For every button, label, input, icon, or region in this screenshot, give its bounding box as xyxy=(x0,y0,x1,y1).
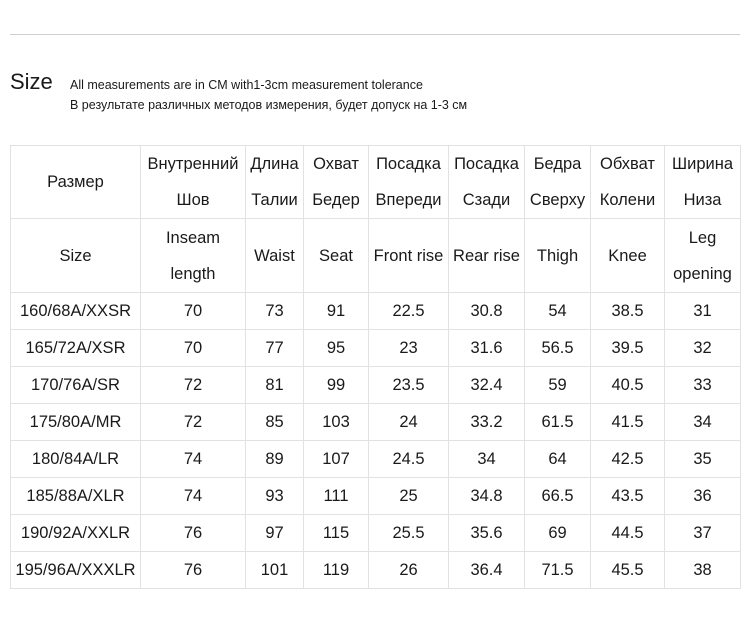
cell-front-rise xyxy=(369,441,449,478)
header-ru-rear-rise xyxy=(449,146,525,219)
cell-text: 35 xyxy=(693,450,712,468)
header-en-front-rise xyxy=(369,219,449,293)
cell-size xyxy=(11,330,141,367)
cell-size xyxy=(11,552,141,589)
cell-text: Посадка Сзади xyxy=(454,155,519,209)
cell-text: 39.5 xyxy=(611,339,644,357)
cell-text: 38.5 xyxy=(611,302,644,320)
cell-text: 43.5 xyxy=(611,487,644,505)
cell-inseam xyxy=(141,552,246,589)
cell-text: 99 xyxy=(326,376,346,394)
cell-text: 40.5 xyxy=(611,376,644,394)
page-title: Size xyxy=(10,69,53,94)
cell-inseam xyxy=(141,330,246,367)
header-en-knee xyxy=(591,219,665,293)
cell-knee xyxy=(591,330,665,367)
cell-text: Thigh xyxy=(536,246,579,265)
cell-waist xyxy=(246,404,304,441)
cell-text: Охват Бедер xyxy=(312,155,360,209)
cell-thigh xyxy=(525,441,591,478)
table-row xyxy=(11,552,741,589)
cell-text: 24 xyxy=(399,413,418,431)
header-en-waist xyxy=(246,219,304,293)
cell-text: 23 xyxy=(399,339,418,357)
cell-text: 175/80A/MR xyxy=(29,413,122,431)
cell-thigh xyxy=(525,478,591,515)
cell-seat xyxy=(304,404,369,441)
cell-leg-opening xyxy=(665,478,741,515)
cell-thigh xyxy=(525,293,591,330)
cell-text: 23.5 xyxy=(392,376,425,394)
cell-knee xyxy=(591,293,665,330)
cell-size xyxy=(11,367,141,404)
cell-text: 64 xyxy=(548,450,567,468)
header-ru-thigh xyxy=(525,146,591,219)
cell-front-rise xyxy=(369,293,449,330)
cell-text: 44.5 xyxy=(611,524,644,542)
cell-text: 34.8 xyxy=(470,487,503,505)
cell-text: 37 xyxy=(693,524,712,542)
cell-text: 95 xyxy=(326,339,346,357)
cell-seat xyxy=(304,441,369,478)
cell-text: 25 xyxy=(399,487,418,505)
cell-seat xyxy=(304,478,369,515)
cell-text: 101 xyxy=(260,561,289,579)
cell-text: Обхват Колени xyxy=(599,155,656,209)
header-en-size xyxy=(11,219,141,293)
cell-rear-rise xyxy=(449,552,525,589)
cell-text: 72 xyxy=(183,413,203,431)
cell-text: Seat xyxy=(319,246,353,265)
cell-text: 59 xyxy=(548,376,567,394)
cell-waist xyxy=(246,478,304,515)
table-row xyxy=(11,330,741,367)
cell-text: 165/72A/XSR xyxy=(25,339,126,357)
top-divider xyxy=(10,34,740,35)
size-chart-table xyxy=(10,145,741,589)
table-row xyxy=(11,441,741,478)
cell-text: 34 xyxy=(477,450,496,468)
header-row-english xyxy=(11,219,741,293)
cell-text: 35.6 xyxy=(470,524,503,542)
cell-inseam xyxy=(141,478,246,515)
cell-text: 185/88A/XLR xyxy=(26,487,125,505)
cell-waist xyxy=(246,441,304,478)
cell-waist xyxy=(246,367,304,404)
cell-text: Rear rise xyxy=(453,246,520,265)
cell-text: 69 xyxy=(548,524,567,542)
table-row xyxy=(11,478,741,515)
cell-inseam xyxy=(141,293,246,330)
header-en-inseam xyxy=(141,219,246,293)
cell-rear-rise xyxy=(449,515,525,552)
cell-text: 36 xyxy=(693,487,712,505)
cell-text: 38 xyxy=(693,561,712,579)
cell-text: Посадка Впереди xyxy=(375,155,442,209)
cell-text: 24.5 xyxy=(392,450,425,468)
header-ru-seat xyxy=(304,146,369,219)
cell-inseam xyxy=(141,367,246,404)
cell-text: 32.4 xyxy=(470,376,503,394)
table-row xyxy=(11,367,741,404)
header-ru-front-rise xyxy=(369,146,449,219)
cell-front-rise xyxy=(369,552,449,589)
cell-text: 72 xyxy=(183,376,203,394)
cell-text: 170/76A/SR xyxy=(31,376,120,394)
cell-text: 180/84A/LR xyxy=(31,450,120,468)
cell-knee xyxy=(591,367,665,404)
cell-text: 81 xyxy=(265,376,284,394)
header-ru-knee xyxy=(591,146,665,219)
cell-text: Размер xyxy=(47,173,104,191)
cell-rear-rise xyxy=(449,293,525,330)
cell-text: 70 xyxy=(183,302,203,320)
cell-inseam xyxy=(141,441,246,478)
cell-text: 195/96A/XXXLR xyxy=(15,561,136,579)
cell-rear-rise xyxy=(449,330,525,367)
cell-text: 66.5 xyxy=(541,487,574,505)
cell-text: 70 xyxy=(183,339,203,357)
cell-inseam xyxy=(141,515,246,552)
cell-text: 42.5 xyxy=(611,450,644,468)
cell-leg-opening xyxy=(665,330,741,367)
cell-seat xyxy=(304,293,369,330)
tolerance-note-russian: В результате различных методов измерения, будет допуск на 1-3 см xyxy=(70,98,468,112)
cell-front-rise xyxy=(369,515,449,552)
cell-waist xyxy=(246,293,304,330)
header-row-russian xyxy=(11,146,741,219)
cell-knee xyxy=(591,478,665,515)
cell-leg-opening xyxy=(665,367,741,404)
table-row xyxy=(11,293,741,330)
cell-front-rise xyxy=(369,330,449,367)
cell-text: 61.5 xyxy=(541,413,574,431)
header-ru-leg-opening xyxy=(665,146,741,219)
cell-text: 45.5 xyxy=(611,561,644,579)
header-en-leg-opening xyxy=(665,219,741,293)
cell-size xyxy=(11,515,141,552)
cell-text: 115 xyxy=(322,524,350,542)
cell-seat xyxy=(304,330,369,367)
cell-thigh xyxy=(525,552,591,589)
cell-text: 77 xyxy=(265,339,284,357)
size-chart-body xyxy=(11,146,741,589)
cell-seat xyxy=(304,515,369,552)
cell-text: 111 xyxy=(323,487,349,505)
cell-text: 54 xyxy=(548,302,567,320)
cell-text: 34 xyxy=(693,413,712,431)
cell-front-rise xyxy=(369,404,449,441)
cell-text: 93 xyxy=(265,487,284,505)
cell-rear-rise xyxy=(449,478,525,515)
cell-text: 33 xyxy=(693,376,712,394)
table-row xyxy=(11,515,741,552)
cell-text: Длина Талии xyxy=(250,155,299,209)
cell-text: Leg opening xyxy=(673,228,732,283)
cell-text: 73 xyxy=(265,302,284,320)
cell-size xyxy=(11,441,141,478)
cell-inseam xyxy=(141,404,246,441)
cell-text: 36.4 xyxy=(470,561,503,579)
header-ru-waist xyxy=(246,146,304,219)
cell-waist xyxy=(246,552,304,589)
cell-text: Бедра Сверху xyxy=(529,155,586,209)
header-en-rear-rise xyxy=(449,219,525,293)
cell-text: Size xyxy=(59,246,92,265)
header-ru-inseam xyxy=(141,146,246,219)
cell-knee xyxy=(591,552,665,589)
cell-text: 76 xyxy=(183,524,203,542)
cell-leg-opening xyxy=(665,293,741,330)
cell-waist xyxy=(246,330,304,367)
cell-leg-opening xyxy=(665,552,741,589)
cell-text: 74 xyxy=(183,450,203,468)
cell-text: 85 xyxy=(265,413,284,431)
header-en-seat xyxy=(304,219,369,293)
cell-text: 190/92A/XXLR xyxy=(20,524,131,542)
cell-text: 107 xyxy=(322,450,350,468)
cell-thigh xyxy=(525,404,591,441)
cell-text: 76 xyxy=(183,561,203,579)
cell-rear-rise xyxy=(449,404,525,441)
cell-text: 26 xyxy=(399,561,418,579)
cell-text: 71.5 xyxy=(541,561,574,579)
cell-knee xyxy=(591,441,665,478)
cell-text: Inseam length xyxy=(165,228,221,283)
header-ru-size xyxy=(11,146,141,219)
cell-waist xyxy=(246,515,304,552)
cell-text: 119 xyxy=(322,561,350,579)
cell-size xyxy=(11,293,141,330)
cell-leg-opening xyxy=(665,404,741,441)
cell-text: 32 xyxy=(693,339,712,357)
cell-text: Ширина Низа xyxy=(671,155,734,209)
cell-text: 25.5 xyxy=(392,524,425,542)
cell-text: Внутренний Шов xyxy=(147,155,239,209)
cell-rear-rise xyxy=(449,441,525,478)
cell-text: 97 xyxy=(265,524,284,542)
cell-text: 22.5 xyxy=(392,302,425,320)
cell-size xyxy=(11,478,141,515)
cell-text: 89 xyxy=(265,450,284,468)
tolerance-note-english: All measurements are in CM with1-3cm measurement tolerance xyxy=(70,78,423,92)
cell-thigh xyxy=(525,515,591,552)
cell-front-rise xyxy=(369,478,449,515)
cell-text: Knee xyxy=(608,246,647,265)
cell-text: 160/68A/XXSR xyxy=(20,302,131,320)
cell-leg-opening xyxy=(665,515,741,552)
cell-thigh xyxy=(525,367,591,404)
cell-seat xyxy=(304,367,369,404)
cell-text: 56.5 xyxy=(541,339,574,357)
cell-leg-opening xyxy=(665,441,741,478)
cell-text: 74 xyxy=(183,487,203,505)
cell-knee xyxy=(591,515,665,552)
header-en-thigh xyxy=(525,219,591,293)
cell-text: Waist xyxy=(254,246,295,265)
cell-text: 31 xyxy=(693,302,712,320)
cell-thigh xyxy=(525,330,591,367)
cell-text: 103 xyxy=(322,413,350,431)
cell-text: Front rise xyxy=(373,246,444,265)
cell-text: 31.6 xyxy=(470,339,503,357)
cell-front-rise xyxy=(369,367,449,404)
cell-rear-rise xyxy=(449,367,525,404)
cell-text: 91 xyxy=(326,302,346,320)
cell-text: 30.8 xyxy=(470,302,503,320)
cell-knee xyxy=(591,404,665,441)
table-row xyxy=(11,404,741,441)
cell-seat xyxy=(304,552,369,589)
cell-text: 33.2 xyxy=(470,413,503,431)
cell-size xyxy=(11,404,141,441)
cell-text: 41.5 xyxy=(611,413,644,431)
